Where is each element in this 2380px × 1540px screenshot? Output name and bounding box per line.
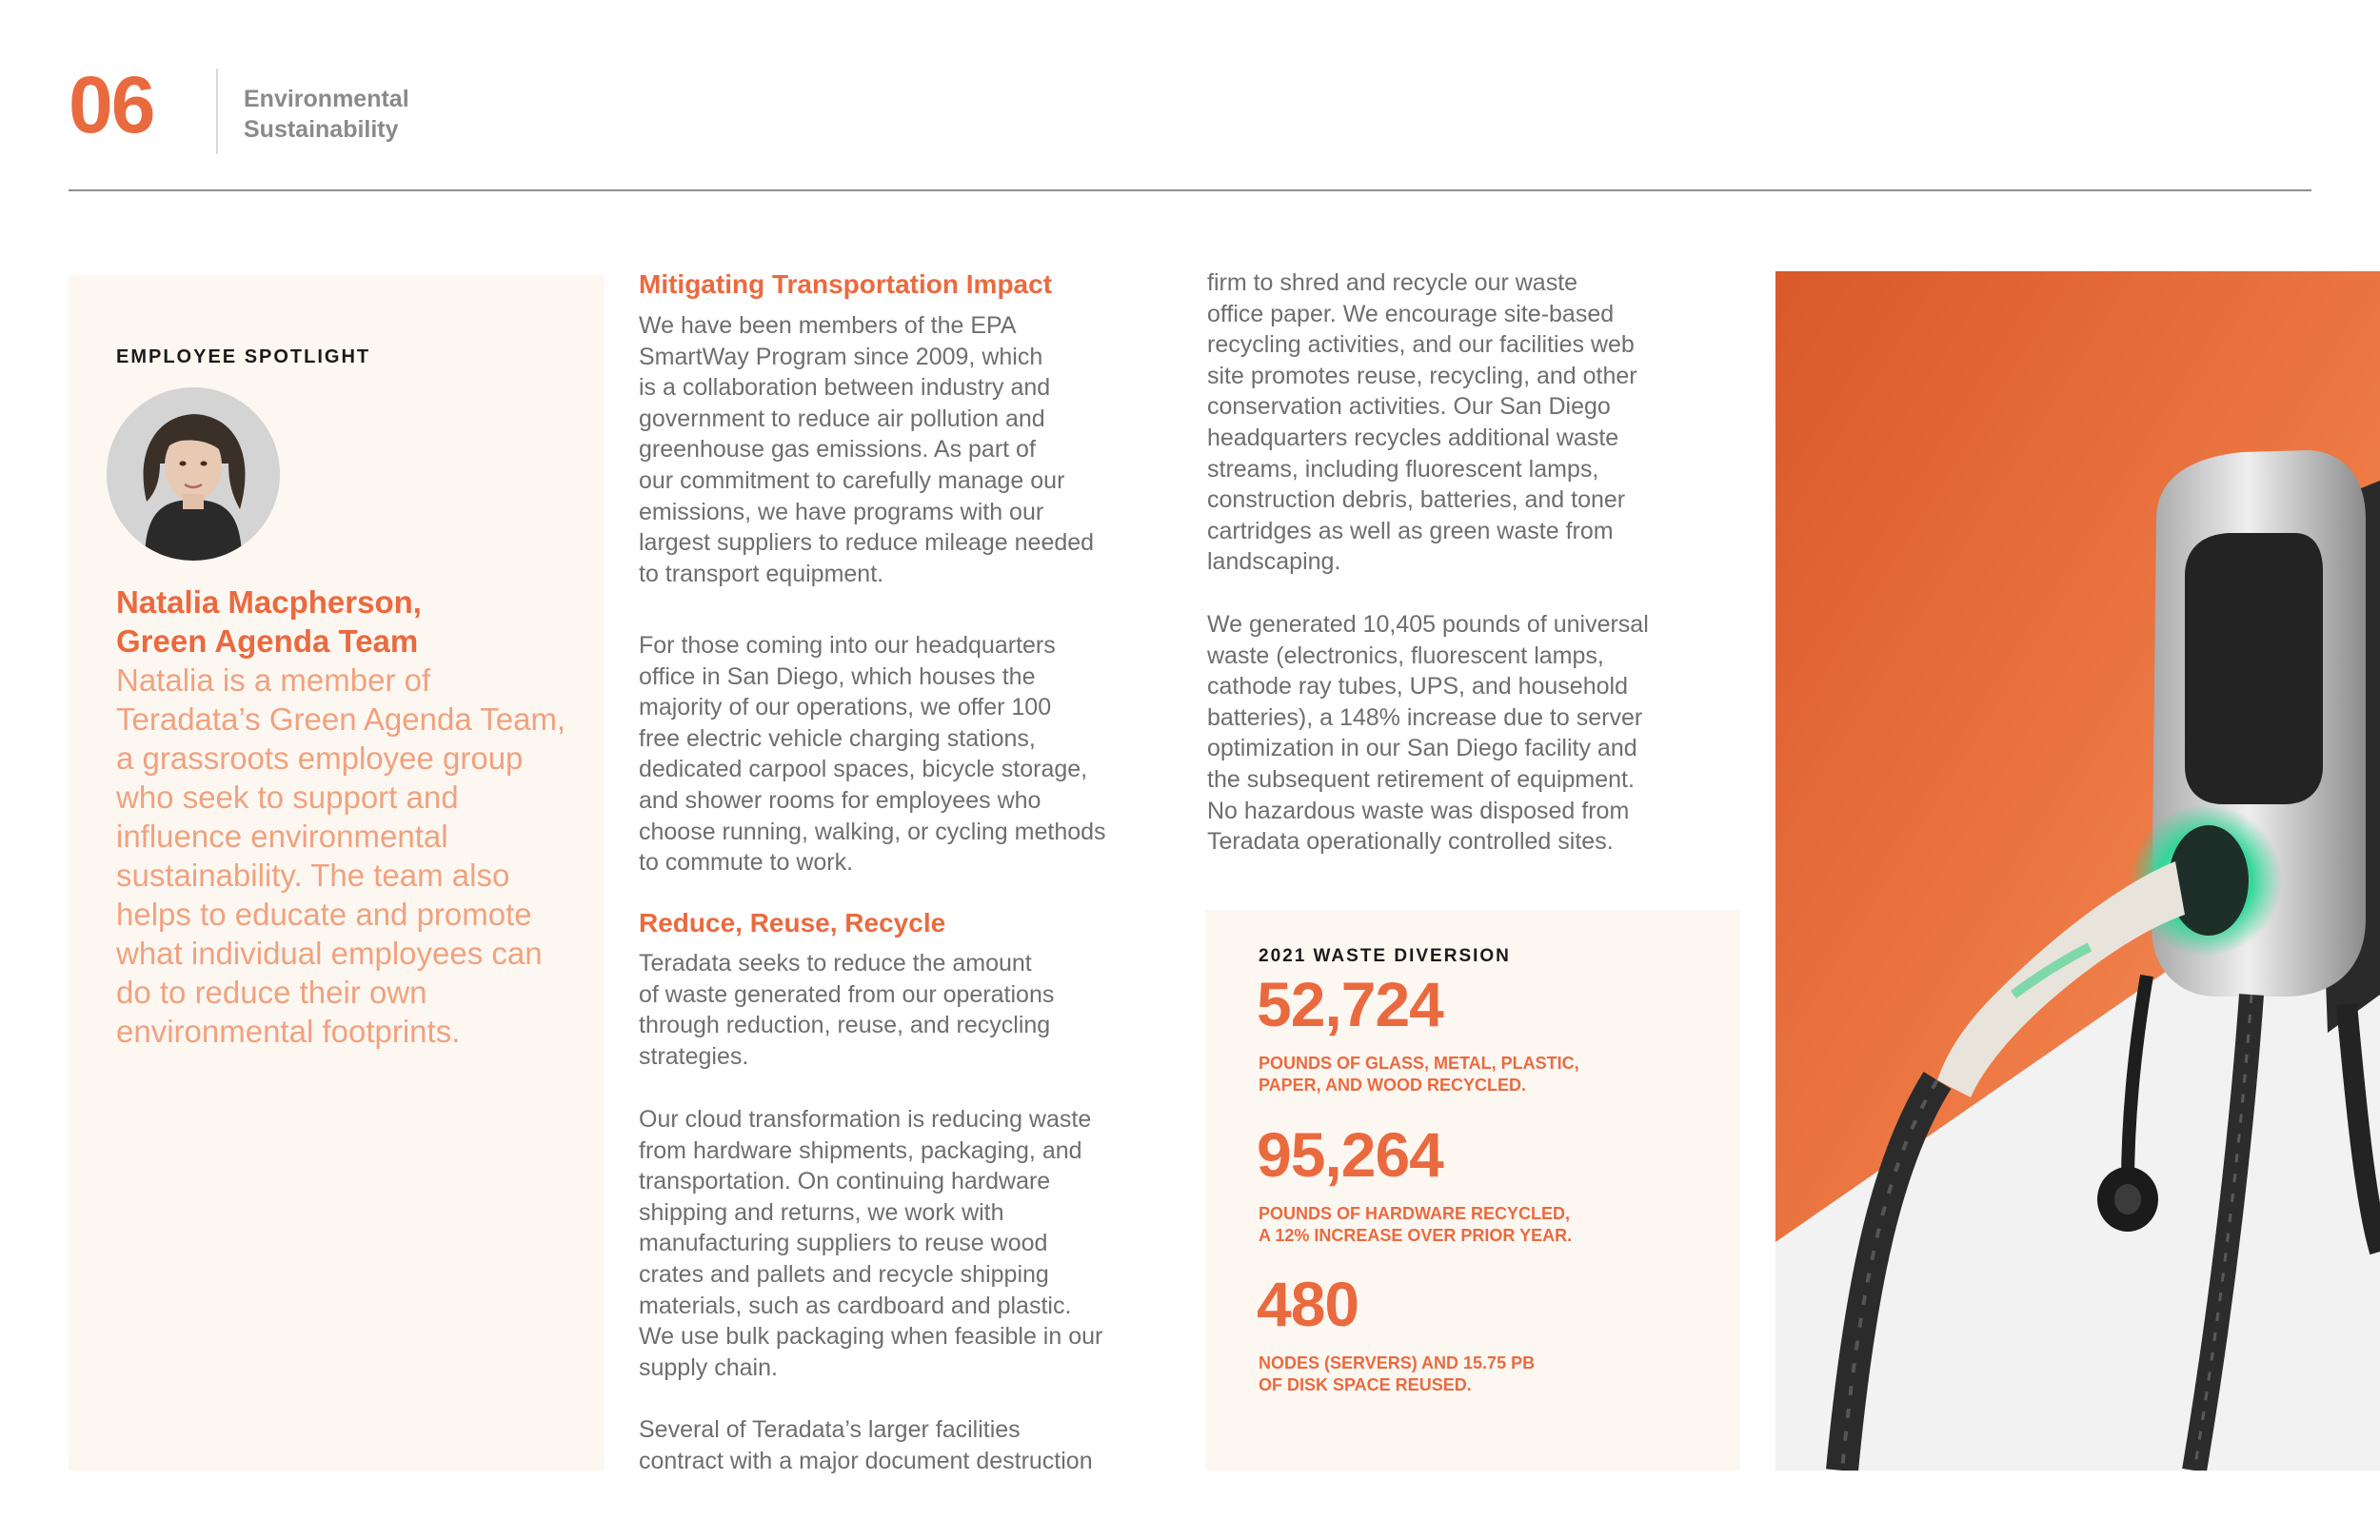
stat-desc-recycled-materials: POUNDS OF GLASS, METAL, PLASTIC, PAPER, AND WOOD RECYCLED. [1259, 1054, 1579, 1095]
paragraph-larger-facilities: Several of Teradata’s larger facilities contract with a major document destruction [639, 1416, 1093, 1474]
section-number: 06 [69, 60, 154, 149]
waste-diversion-label: 2021 WASTE DIVERSION [1259, 946, 1511, 966]
heading-mitigating-transportation: Mitigating Transportation Impact [639, 269, 1053, 299]
stat-desc-nodes-reused: NODES (SERVERS) AND 15.75 PB OF DISK SPACE REUSED. [1259, 1353, 1536, 1394]
spotlight-label: EMPLOYEE SPOTLIGHT [116, 346, 371, 367]
paragraph-universal-waste: We generated 10,405 pounds of universal waste (electronics, fluorescent lamps, cathode ray tubes, UPS, and household batteries), a 148% increase due to server optimization in our San Diego facility and the subsequent retirement of equipment. No hazardous waste was disposed from Teradata operationally controlled sites. [1207, 611, 1649, 856]
ev-charger-photo [1775, 271, 2380, 1471]
ev-charger-illustration [1775, 271, 2380, 1471]
paragraph-cloud-transformation: Our cloud transformation is reducing waste from hardware shipments, packaging, and transportation. On continuing hardware shipping and returns, we work with manufacturing suppliers to reuse wood crates and pallets and recycle shipping materials, such as cardboard and plastic. We use bulk packaging when feasible in our supply chain. [639, 1106, 1103, 1381]
header-vertical-divider [216, 69, 218, 154]
paragraph-reduce-waste: Teradata seeks to reduce the amount of waste generated from our operations through reduction, reuse, and recycling strategies. [639, 950, 1055, 1070]
section-title: Environmental Sustainability [244, 86, 409, 143]
stat-desc-hardware-recycled: POUNDS OF HARDWARE RECYCLED, A 12% INCREASE OVER PRIOR YEAR. [1259, 1204, 1573, 1245]
paragraph-document-destruction: firm to shred and recycle our waste office paper. We encourage site-based recycling activities, and our facilities web site promotes reuse, recycling, and other conservation activities. Our San Diego headquarters recycles additional waste streams, including fluorescent lamps, construction debris, batteries, and toner cartridges as well as green waste from landscaping. [1207, 269, 1637, 576]
stat-value-nodes-reused: 480 [1257, 1269, 1359, 1339]
heading-reduce-reuse-recycle: Reduce, Reuse, Recycle [639, 908, 946, 938]
paragraph-epa-smartway: We have been members of the EPA SmartWay Program since 2009, which is a collaboration between industry and government to reduce air pollution and greenhouse gas emissions. As part of our commitment to carefully manage our emissions, we have programs with our largest suppliers to reduce mileage needed to transport equipment. [639, 312, 1095, 587]
paragraph-headquarters: For those coming into our headquarters office in San Diego, which houses the majority of our operations, we offer 100 free electric vehicle charging stations, dedicated carpool spaces, bicycle storage, and shower rooms for employees who choose running, walking, or cycling methods to commute to work. [639, 632, 1106, 877]
portrait-photo [107, 387, 280, 561]
spotlight-name: Natalia Macpherson, Green Agenda Team [116, 584, 422, 659]
header-rule [69, 189, 2311, 191]
stat-value-recycled-materials: 52,724 [1257, 969, 1443, 1039]
spotlight-body: Natalia is a member of Teradata’s Green Agenda Team, a grassroots employee group who seek to support and influence environmental sustainability. The team also helps to educate and promote what individual employees can do to reduce their own environmental footprints. [116, 662, 566, 1049]
avatar [107, 387, 280, 561]
stat-value-hardware-recycled: 95,264 [1257, 1119, 1443, 1190]
